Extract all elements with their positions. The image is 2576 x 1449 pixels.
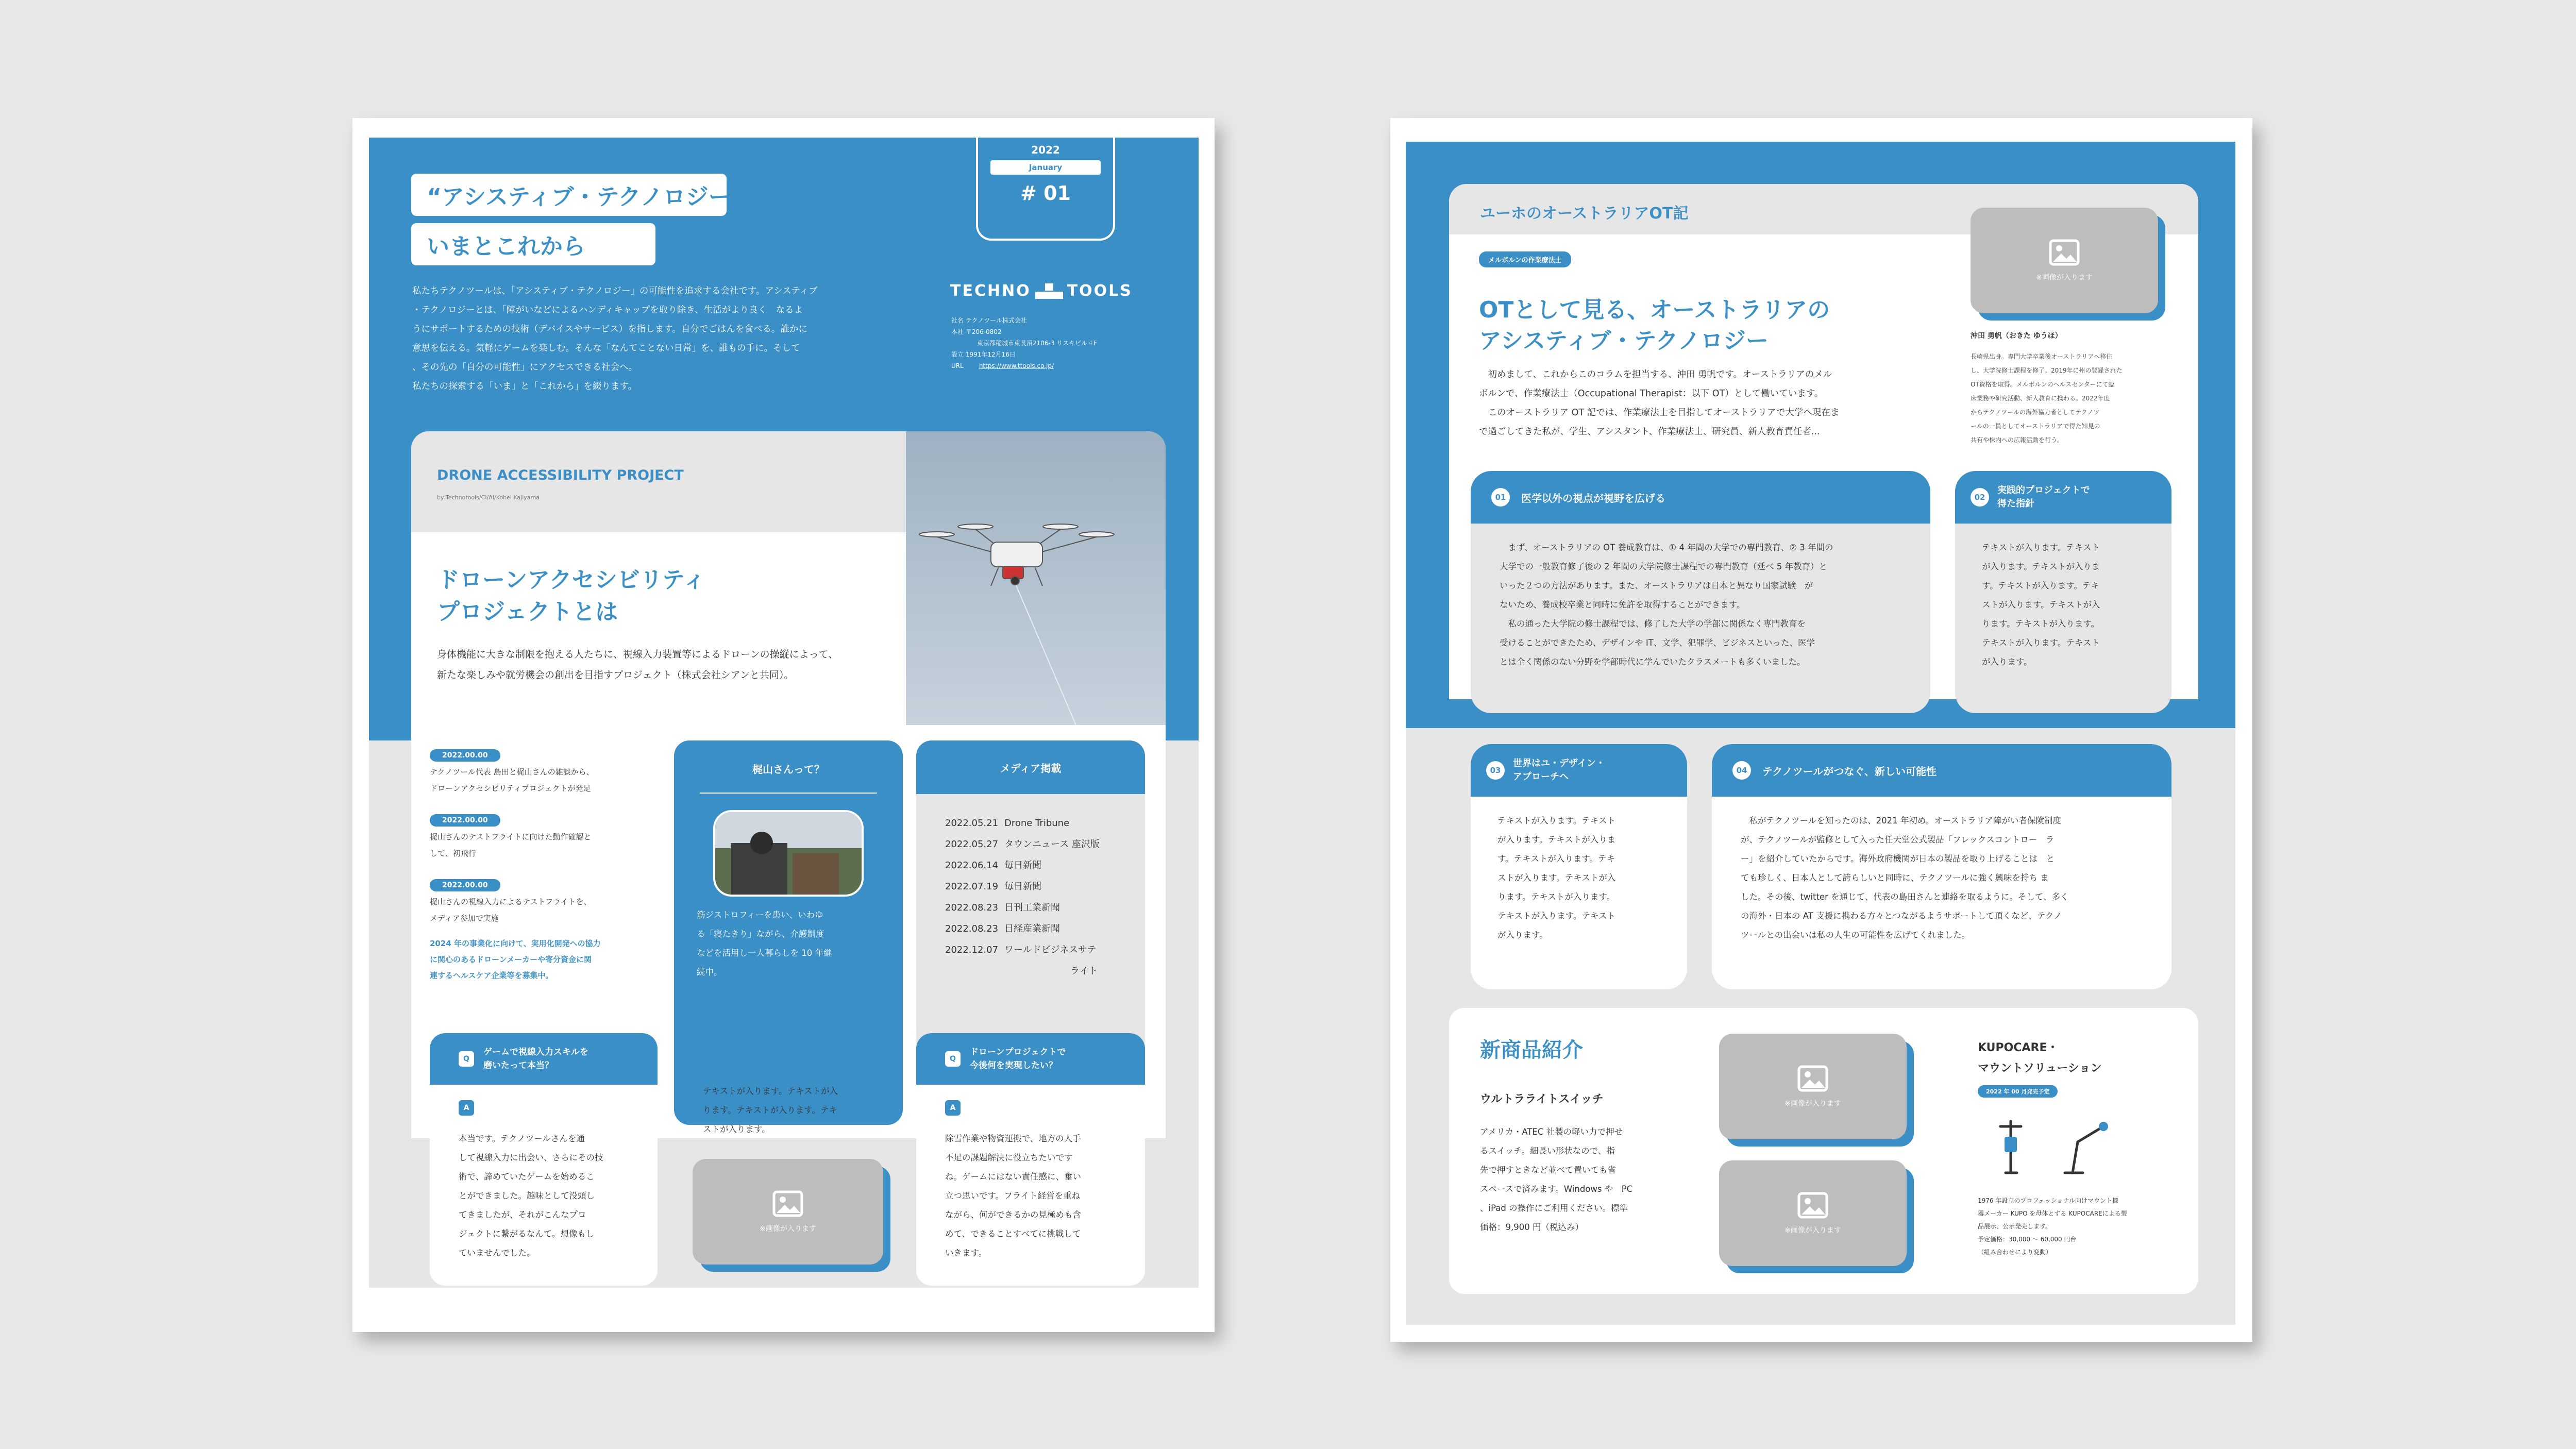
kajiyama-title: 梶山さんって？ [752, 763, 824, 776]
sec3-line: が入ります。テキストが入りま [1497, 835, 1616, 845]
qa2-line: めて、できることすべてに挑戦して [945, 1229, 1081, 1239]
section-02-text [1955, 524, 2171, 671]
title-box-2 [411, 223, 655, 265]
product1-image-placeholder-1 [1719, 1034, 1907, 1139]
product2-name-2: マウントソリューション [1978, 1062, 2102, 1075]
product2-name-1: KUPOCARE・ [1978, 1041, 2059, 1054]
feature-title-2: プロジェクトとは [437, 599, 618, 625]
media-item: 2022.05.21 Drone Tribune [945, 818, 1070, 829]
logo-techno: TECHNO [950, 282, 1031, 300]
image-icon [772, 1190, 803, 1217]
company-address-label: 本社 〒206-0802 [951, 328, 1002, 335]
product1-line: るスイッチ。細長い形状なので、指 [1480, 1146, 1615, 1156]
sec3-line: テキストが入ります。テキスト [1497, 816, 1616, 825]
qa-mid-title-1: ゲームからリアルへ [703, 1042, 786, 1053]
section-number: 01 [1491, 488, 1510, 507]
feature-desc-2: 新たな楽しみや就労機会の創出を目指すプロジェクト（株式会社シアンと共同）。 [437, 669, 794, 681]
qa1-line: 術で、諦めていたゲームを始めるこ [459, 1172, 595, 1182]
timeline-date: 2022.00.00 [430, 879, 500, 891]
media-item: 2022.08.23 日経産業新聞 [945, 923, 1060, 934]
sec1-line: 受けることができたため、デザインや IT、文学、犯罪学、ビジネスといった、医学 [1500, 638, 1815, 648]
title-line-1: “アシスティブ・テクノロジー”の、 [427, 184, 790, 210]
image-icon [1797, 1065, 1828, 1092]
product2-line: 予定価格：30,000 〜 60,000 円台 [1978, 1236, 2077, 1243]
sec4-line: 私がテクノツールを知ったのは、2021 年初め。オーストラリア障がい者保険制度 [1741, 816, 2061, 825]
qa2-line: ながら、何ができるかの見極めも含 [945, 1210, 1081, 1220]
profile-image-placeholder [1971, 208, 2158, 313]
placeholder-text: ※画像が入ります [2036, 273, 2093, 282]
project-byline: by Technotools/CI/AI/Kohei Kajiyama [437, 494, 540, 501]
note-line: 2024 年の事業化に向けて、実用化開発への協力 [430, 939, 601, 948]
section-03-card [1471, 744, 1687, 989]
kajiyama-line: などを活用し一人暮らしを 10 年継 [697, 948, 832, 958]
product2-desc [1978, 1194, 2127, 1259]
media-list [916, 794, 1145, 982]
intro-line: このオーストラリア OT 記では、作業療法士を目指してオーストラリアで大学へ現在ま [1479, 408, 1840, 418]
a-badge: A [945, 1100, 961, 1116]
qa2-answer [945, 1129, 1081, 1262]
note-line: 連するヘルスケア企業等を募集中。 [430, 971, 553, 980]
section-01-title: 医学以外の視点が視野を広げる [1521, 492, 1665, 504]
profile-name: 沖田 勇帆（おきた ゆうほ） [1971, 332, 2062, 340]
timeline-date: 2022.00.00 [430, 814, 500, 827]
sec1-line: まず、オーストラリアの OT 養成教育は、① 4 年間の大学での専門教育、② 3 年間の [1500, 543, 1833, 552]
sec3-line: ストが入ります。テキストが入 [1497, 873, 1616, 883]
right-page [1390, 118, 2252, 1342]
section-02-header [1955, 471, 2171, 524]
timeline-text: して、初飛行 [430, 849, 476, 858]
product1-name: ウルトラライトスイッチ [1480, 1093, 1604, 1106]
bio-line: OT資格を取得。メルボルンのヘルスセンターにて臨 [1971, 381, 2115, 388]
kajiyama-photo [713, 810, 864, 897]
timeline-text: メディア参加で実施 [430, 914, 499, 923]
company-info [951, 315, 1097, 372]
intro-line: 初めまして、これからこのコラムを担当する、沖田 勇帆です。オーストラリアのメル [1479, 369, 1832, 380]
placeholder-text: ※画像が入ります [760, 1224, 816, 1233]
sec1-line: とは全く関係のない分野を学部時代に学んでいたクラスメートも多くいました。 [1500, 657, 1806, 667]
sec3-line: テキストが入ります。テキスト [1497, 911, 1616, 921]
intro-line: 、その先の「自分の可能性」にアクセスできる社会へ。 [412, 362, 637, 373]
timeline-text: テクノツール代表 島田と梶山さんの雑談から、 [430, 767, 594, 777]
timeline-date: 2022.00.00 [430, 749, 500, 762]
qa2-line: いきます。 [945, 1248, 987, 1258]
a-badge: A [459, 1100, 474, 1116]
qa2-question-1: ドローンプロジェクトで [970, 1047, 1066, 1057]
qa1-answer [459, 1129, 603, 1262]
sec1-line: ないため、養成校卒業と同時に免許を取得することができます。 [1500, 600, 1745, 610]
timeline-text: 梶山さんの視線入力によるテストフライトを、 [430, 897, 592, 906]
media-item: 2022.07.19 毎日新聞 [945, 881, 1041, 892]
project-label: DRONE ACCESSIBILITY PROJECT [437, 467, 684, 483]
new-products-heading: 新商品紹介 [1480, 1038, 1583, 1062]
image-placeholder [693, 1159, 883, 1265]
issue-badge [976, 138, 1115, 241]
section-03-title-2: アプローチへ [1513, 771, 1569, 782]
section-01-header [1471, 471, 1930, 524]
bio-line: からテクノツールの海外協力者としてテクノツ [1971, 409, 2100, 416]
qa-mid-title-2: 梶山さんに聞くQ&A [703, 1056, 791, 1067]
section-04-text [1712, 797, 2171, 945]
timeline [430, 749, 646, 984]
company-url-label: URL [951, 362, 964, 369]
sec3-line: が入ります。 [1497, 930, 1548, 940]
intro-line: うにサポートするための技術（デバイスやサービス）を指します。自分でごはんを食べる。誰かに [412, 324, 807, 334]
title-line-2: いまとこれから [427, 233, 585, 260]
title-box-1 [411, 174, 790, 216]
qa1-line: とができました。趣味として没頭し [459, 1191, 595, 1201]
profile [1971, 330, 2171, 447]
left-page [352, 118, 1215, 1332]
sec2-line: テキストが入ります。テキスト [1982, 638, 2100, 648]
section-01-text [1471, 524, 1930, 671]
section-03-header [1471, 744, 1687, 797]
sec4-line: ても珍しく、日本人として誇らしいと同時に、テクノツールに強く興味を持ち ま [1741, 873, 2049, 883]
sec1-line: 大学での一般教育修了後の 2 年間の大学院修士課程での専門教育（延べ 5 年教育）と [1500, 562, 1827, 571]
column-tag: メルボルンの作業療法士 [1479, 251, 1571, 267]
intro-line: 意思を伝える。気軽にゲームを楽しむ。そんな「なんてことない日常」を、誰もの手に。そして [412, 343, 800, 353]
media-header [916, 740, 1145, 794]
sec2-line: が入ります。 [1982, 657, 2032, 667]
sec2-line: テキストが入ります。テキスト [1982, 543, 2100, 552]
company-founded: 設立 1991年12月16日 [951, 351, 1016, 358]
qa1-line: して視線入力に出会い、さらにその技 [459, 1153, 603, 1162]
qa-card-2-header [916, 1033, 1145, 1085]
kajiyama-text [697, 905, 832, 982]
product2-mount-image [1980, 1111, 2124, 1183]
kajiyama-line: 筋ジストロフィーを患い、いわゆ [697, 910, 823, 920]
note-line: に関心のあるドローンメーカーや寄分資金に関 [430, 955, 592, 964]
sec4-line: ー」を紹介していたからです。海外政府機関が日本の製品を取り上げることは と [1741, 854, 2055, 864]
sec4-line: の海外・日本の AT 支援に携わる方々とつながるようサポートして頂くなど、テクノ [1741, 911, 2062, 921]
product1-line: アメリカ・ATEC 社製の軽い力で押せ [1480, 1127, 1623, 1137]
product2-line: （組み合わせにより変動） [1978, 1249, 2052, 1256]
placeholder-text: ※画像が入ります [1784, 1099, 1841, 1108]
product1-line: 価格：9,900 円（税込み） [1480, 1222, 1584, 1232]
sec2-line: ります。テキストが入ります。 [1982, 619, 2100, 629]
sec1-line: いった２つの方法があります。また、オーストラリアは日本と異なり国家試験 が [1500, 581, 1813, 591]
placeholder-text: ※画像が入ります [1784, 1226, 1841, 1235]
qa1-line: 本当です。テクノツールさんを通 [459, 1134, 585, 1143]
column-title-1: OTとして見る、オーストラリアの [1479, 297, 1830, 323]
logo-tools: TOOLS [1067, 282, 1133, 300]
product1-line: 、iPad の操作にご利用ください。標準 [1480, 1203, 1628, 1213]
media-item: 2022.05.27 タウンニュース 座沢版 [945, 839, 1100, 850]
qa-mid-line: ります。テキストが入ります。テキ [703, 1105, 838, 1115]
sec3-line: ります。テキストが入ります。 [1497, 892, 1615, 902]
feature-desc-1: 身体機能に大きな制限を抱える人たちに、視線入力装置等によるドローンの操縦によって、 [437, 649, 838, 660]
sec1-line: 私の通った大学院の修士課程では、修了した大学の学部に関係なく専門教育を [1500, 619, 1806, 629]
qa-mid-line: ストが入ります。 [703, 1124, 770, 1134]
product1-image-placeholder-2 [1719, 1160, 1907, 1266]
media-item: 2022.12.07 ワールドビジネスサテ [945, 945, 1097, 955]
kajiyama-line: 続中。 [697, 967, 722, 977]
timeline-text: ドローンアクセシビリティプロジェクトが発足 [430, 784, 591, 793]
sec4-line: した。その後、twitter を通じて、代表の島田さんと連絡を取るように。そして、多く [1741, 892, 2069, 902]
profile-bio [1971, 350, 2171, 447]
drone-photo [906, 431, 1166, 725]
timeline-item [430, 814, 646, 879]
column-title-2: アシスティブ・テクノロジー [1479, 328, 1769, 354]
section-number: 03 [1486, 761, 1505, 780]
product1-line: 先で押すときなど並べて置いても省 [1480, 1165, 1616, 1175]
company-address: 東京都稲城市東長沼2106-3 リスキビル４F [977, 340, 1097, 347]
sec4-line: が、テクノツールが監修として入った任天堂公式製品「フレックスコントロー ラ [1741, 835, 2055, 845]
section-04-header [1712, 744, 2171, 797]
q-badge: Q [945, 1051, 961, 1067]
sec2-line: す。テキストが入ります。テキ [1982, 581, 2100, 591]
intro-line: ・テクノロジーとは、「障がいなどによるハンディキャップを取り除き、生活がより良く なるよ [412, 305, 803, 315]
section-03-title-1: 世界はユ・デザイン・ [1513, 758, 1605, 769]
section-03-text [1471, 797, 1687, 945]
intro-line: で過ごしてきた私が、学生、アシスタント、作業療法士、研究員、新人教育責任者... [1479, 427, 1820, 437]
sec2-line: が入ります。テキストが入りま [1982, 562, 2100, 571]
right-header-title: ユーホのオーストラリアOT記 [1480, 205, 1689, 223]
section-number: 02 [1971, 488, 1989, 507]
bio-line: 長崎県出身。専門大学卒業後オーストラリアへ移住 [1971, 353, 2113, 360]
timeline-text: 梶山さんのテストフライトに向けた動作確認と [430, 832, 592, 841]
qa-mid-block [703, 1040, 894, 1139]
bottom-band-upper [369, 740, 411, 1288]
qa2-line: 除雪作業や物資運搬で、地方の人手 [945, 1134, 1081, 1143]
section-02-title-1: 実践的プロジェクトで [1997, 485, 2090, 496]
issue-number: # 01 [1020, 182, 1071, 205]
timeline-note [430, 936, 646, 984]
qa-mid-text [703, 1082, 894, 1139]
logo-blocks-icon [1034, 282, 1064, 300]
qa1-line: てきましたが、それがこんなプロ [459, 1210, 586, 1220]
media-item: 2022.06.14 毎日新聞 [945, 860, 1041, 871]
company-name: 社名 テクノツール株式会社 [951, 317, 1027, 324]
image-icon [1797, 1192, 1828, 1219]
qa2-line: 立つ思いです。フライト経営を重ね [945, 1191, 1081, 1201]
product1-line: スペースで済みます。Windows や PC [1480, 1184, 1633, 1194]
column-intro [1479, 365, 1839, 442]
media-item-cont: ライト [1070, 966, 1098, 976]
sec3-line: す。テキストが入ります。テキ [1497, 854, 1615, 864]
feature-card [411, 431, 1166, 725]
sec2-line: ストが入ります。テキストが入 [1982, 600, 2100, 610]
bio-line: ールの一員としてオーストラリアで得た知見の [1971, 423, 2100, 430]
qa-card-1-header [430, 1033, 658, 1085]
feature-title-1: ドローンアクセシビリティ [437, 567, 706, 593]
media-item: 2022.08.23 日刊工業新聞 [945, 902, 1060, 913]
kajiyama-divider [700, 793, 877, 794]
section-04-title: テクノツールがつなぐ、新しい可能性 [1762, 765, 1937, 778]
qa-card-1 [430, 1033, 658, 1286]
media-title: メディア掲載 [1000, 762, 1062, 774]
qa-card-2 [916, 1033, 1145, 1286]
qa1-line: ていませんでした。 [459, 1248, 535, 1258]
bio-line: し、大学院修士課程を修了。2019年に州の登録された [1971, 367, 2123, 374]
product2-line: 器メーカー KUPO を母体とする KUPOCAREによる製 [1978, 1210, 2127, 1217]
qa1-question-1: ゲームで視線入力スキルを [483, 1047, 588, 1057]
qa2-line: ね。ゲームにはない責任感に、奮い [945, 1172, 1081, 1182]
product2-line: 1976 年設立のプロフェッショナル向けマウント機 [1978, 1197, 2118, 1204]
issue-year: 2022 [1031, 144, 1060, 156]
section-number: 04 [1732, 761, 1751, 780]
product2-release-badge: 2022 年 00 月発売予定 [1978, 1085, 2058, 1098]
issue-month: January [990, 160, 1101, 175]
company-url-link[interactable]: https://www.ttools.co.jp/ [979, 362, 1054, 369]
kajiyama-line: る「寝たきり」ながら、介護制度 [697, 929, 824, 939]
product1-desc [1480, 1122, 1632, 1237]
qa1-line: ジェクトに繋がるなんて。想像もし [459, 1229, 595, 1239]
timeline-item [430, 879, 646, 936]
section-01-card [1471, 471, 1930, 713]
section-04-card [1712, 744, 2171, 989]
new-products-card [1449, 1008, 2198, 1294]
intro-line: ボルンで、作業療法士（Occupational Therapist：以下 OT）として働いています。 [1479, 389, 1824, 399]
bottom-band-upper-right [1166, 740, 1199, 1288]
techno-tools-logo [950, 282, 1133, 300]
bio-line: 床業務や研究活動、新人教育に携わる。2022年度 [1971, 395, 2110, 402]
q-badge: Q [459, 1051, 474, 1067]
section-02-title-2: 得た指針 [1997, 498, 2034, 509]
qa1-question-2: 磨いたって本当？ [483, 1060, 553, 1071]
sec4-line: ツールとの出会いは私の人生の可能性を広げてくれました。 [1741, 930, 1971, 940]
section-02-card [1955, 471, 2171, 713]
bio-line: 共有や株内への広報活動を行う。 [1971, 436, 2064, 444]
image-icon [2049, 239, 2080, 266]
intro-line: 私たちの探索する「いま」と「これから」を綴ります。 [412, 381, 637, 392]
qa2-question-2: 今後何を実現したい？ [970, 1060, 1057, 1071]
product2-line: 品展示、公示発売します。 [1978, 1223, 2052, 1230]
intro-paragraph [412, 282, 928, 396]
timeline-item [430, 749, 646, 814]
qa-mid-line: テキストが入ります。テキストが入 [703, 1086, 838, 1096]
intro-line: 私たちテクノツールは、「アシスティブ・テクノロジー」の可能性を追求する会社です。アシスティブ [412, 286, 818, 296]
qa2-line: 不足の課題解決に役立ちたいです [945, 1153, 1073, 1162]
